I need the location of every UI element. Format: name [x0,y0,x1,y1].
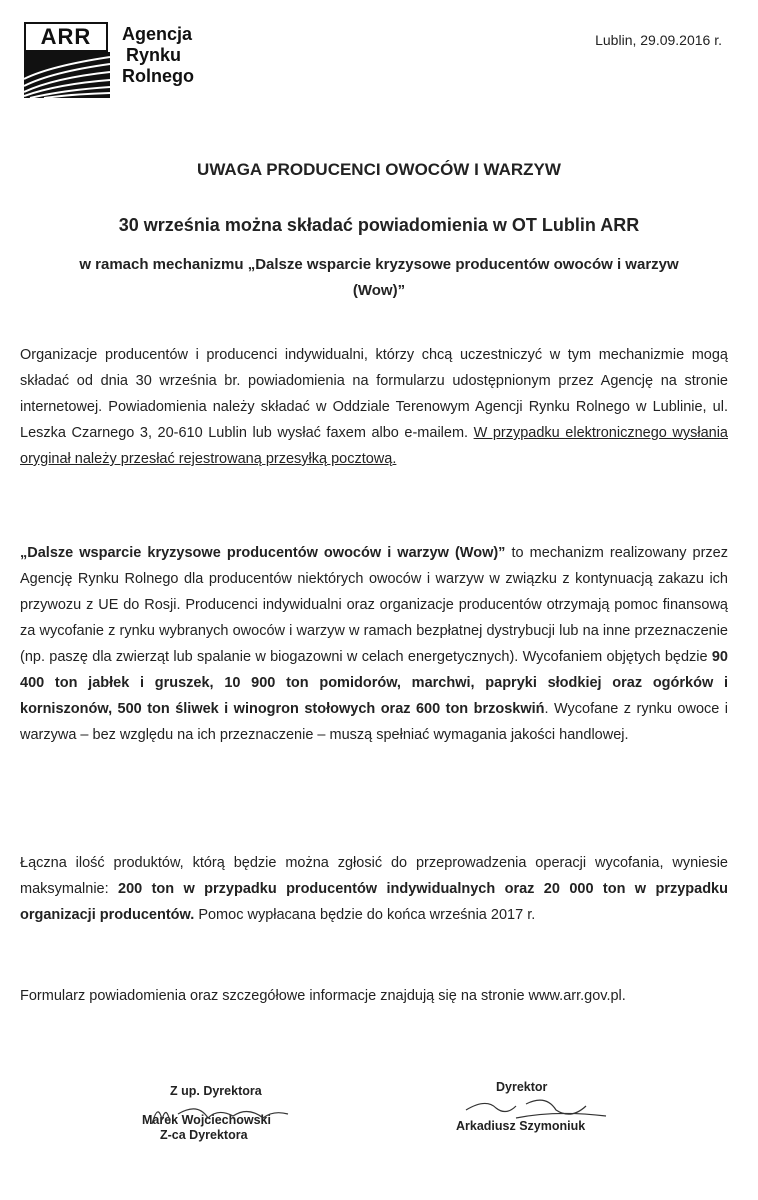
paragraph-3-text1: Łączna ilość produktów, którą będzie można zgłosić do przeprowadzenia operacji wycofania, wyniesie maksymalnie: [20,855,728,897]
signature-left-line3: Z-ca Dyrektora [160,1128,248,1142]
handwritten-signature-right [456,1080,636,1140]
logo-wordmark [122,24,194,87]
paragraph-3-bold: 200 ton w przypadku producentów indywidualnych oraz 20 000 ton w przypadku organizacji producentów. [20,881,728,923]
logo-mark [24,22,110,98]
paragraph-2 [20,540,728,748]
logo-line1: Agencja [122,24,193,44]
paragraph-2-text1: to mechanizm realizowany przez Agencję Rynku Rolnego dla producentów niektórych owoców i warzyw w związku z kontynuacją zakazu ich przywozu z UE do Rosji. Producenci indywidualni oraz organizacje producentów otrzymają pomoc finansową za wycofanie z rynku wybranych owoców i warzyw w ramach bezpłatnej dystrybucji lub na inne przeznaczenie (np. paszę dla zwierząt lub spalanie w biogazowni w celach energetycznych). Wycofaniem objętych będzie [20,545,728,665]
paragraph-2-bold2: 90 400 ton jabłek i gruszek, 10 900 ton pomidorów, marchwi, papryki słodkiej oraz ogórków i korniszonów, 500 ton śliwek i winogron stołowych oraz 600 ton brzoskwiń [20,649,728,717]
paragraph-3-text2: Pomoc wypłacana będzie do końca września 2017 r. [194,907,536,923]
handwritten-signature-left [138,1084,308,1144]
logo-abbr: ARR [24,22,108,52]
signature-left-line2: Marek Wojciechowski [142,1113,271,1127]
document-date: Lublin, 29.09.2016 r. [595,32,722,48]
signature-left [138,1084,308,1164]
paragraph-4: Formularz powiadomienia oraz szczegółowe informacje znajdują się na stronie www.arr.gov.pl. [20,988,626,1004]
signature-left-line1: Z up. Dyrektora [170,1084,262,1098]
paragraph-1-text: Organizacje producentów i producenci indywidualni, którzy chcą uczestniczyć w tym mechanizmie mogą składać od dnia 30 września br. powiadomienia na formularzu udostępnionym przez Agencję na stronie internetowej. Powiadomienia należy składać w Oddziale Terenowym Agencji Rynku Rolnego w Lublinie, ul. Leszka Czarnego 3, 20-610 Lublin lub wysłać faxem albo e-mailem. [20,347,728,441]
paragraph-1-underlined: W przypadku elektronicznego wysłania oryginał należy przesłać rejestrowaną przesyłką pocztową. [20,425,728,467]
document-subtitle: 30 września można składać powiadomienia w OT Lublin ARR [118,215,640,235]
agency-logo [24,22,234,104]
paragraph-2-bold1: „Dalsze wsparcie kryzysowe producentów owoców i warzyw (Wow)” [20,545,506,561]
signature-right-line2: Arkadiusz Szymoniuk [456,1119,586,1133]
signature-right [456,1080,636,1160]
paragraph-1 [20,342,728,472]
logo-fields-icon [24,52,110,98]
paragraph-2-text2: . Wycofane z rynku owoce i warzywa – bez względu na ich przeznaczenie – muszą spełniać wymagania jakości handlowej. [20,701,728,743]
document-title: UWAGA PRODUCENCI OWOCÓW I WARZYW [197,160,561,179]
mechanism-name: w ramach mechanizmu „Dalsze wsparcie kryzysowe producentów owoców i warzyw (Wow)” [79,256,679,299]
signature-right-line1: Dyrektor [496,1080,548,1094]
logo-line2: Rynku [126,45,182,65]
paragraph-3 [20,850,728,928]
logo-line3: Rolnego [122,66,194,86]
